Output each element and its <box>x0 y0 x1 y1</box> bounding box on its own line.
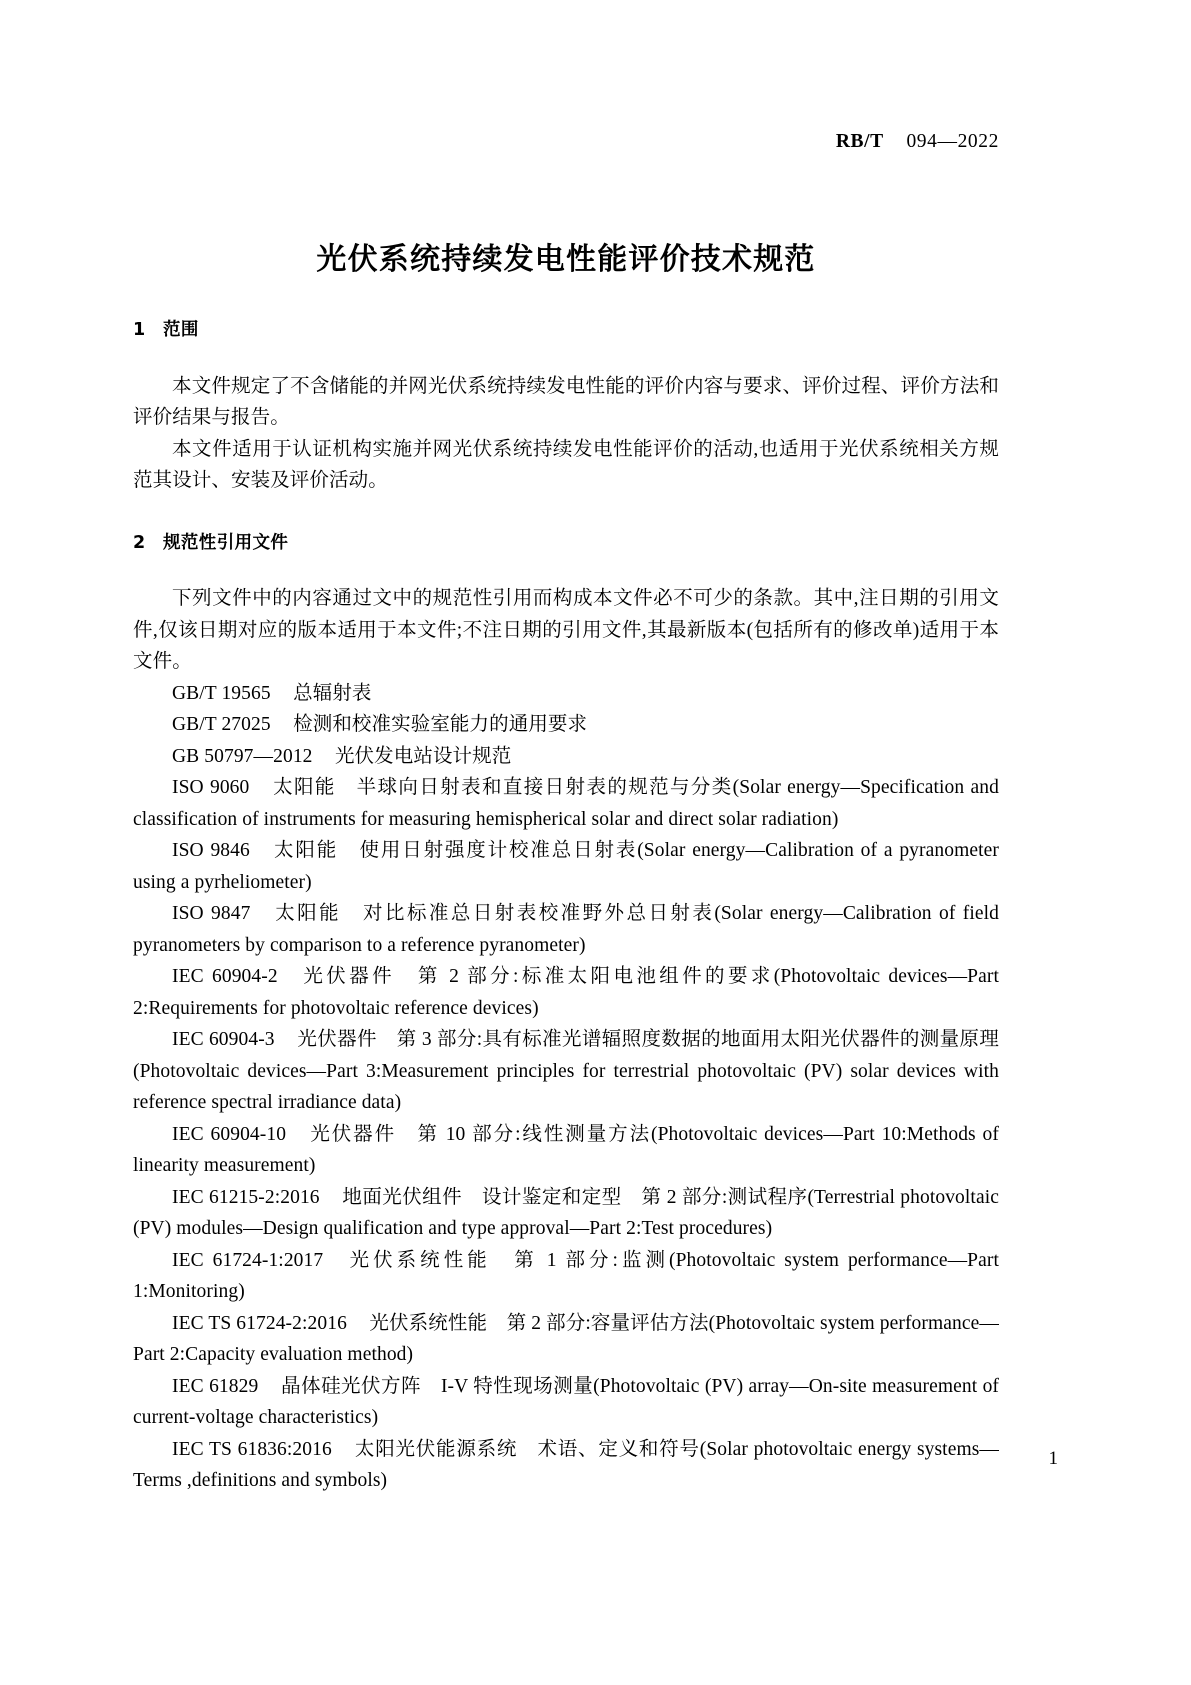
reference-item <box>133 898 999 961</box>
reference-code: ISO 9846 <box>172 840 250 861</box>
reference-title: 光伏器件 第 3 部分:具有标准光谱辐照度数据的地面用太阳光伏器件的测量原理(Photovoltaic devices—Part 3:Measurement principles for terrestrial photovoltaic (PV) solar devices with reference spectral irradiance data) <box>133 1029 999 1113</box>
reference-title: 太阳能 对比标准总日射表校准野外总日射表(Solar energy—Calibration of field pyranometers by comparison to a reference pyranometer) <box>133 903 999 956</box>
reference-title: 晶体硅光伏方阵 I-V 特性现场测量(Photovoltaic (PV) array—On-site measurement of current-voltage characteristics) <box>133 1375 1000 1428</box>
clause-2-paragraph-1: 下列文件中的内容通过文中的规范性引用而构成本文件必不可少的条款。其中,注日期的引用文件,仅该日期对应的版本适用于本文件;不注日期的引用文件,其最新版本(包括所有的修改单)适用于本文件。 <box>133 588 999 672</box>
reference-code: IEC 61215-2:2016 <box>172 1186 320 1208</box>
reference-item <box>133 1371 999 1434</box>
reference-title: 太阳能 使用日射强度计校准总日射表(Solar energy—Calibration of a pyranometer using a pyrheliometer) <box>133 840 999 893</box>
reference-code: GB/T 27025 <box>172 714 271 735</box>
reference-code: IEC 60904-3 <box>172 1029 275 1050</box>
normative-reference-list <box>133 678 999 1497</box>
clause-number-1: 1 <box>133 320 146 340</box>
reference-title: 光伏发电站设计规范 <box>334 745 512 767</box>
standard-number: 094—2022 <box>906 131 999 152</box>
reference-title: 光伏器件 第 10 部分:线性测量方法(Photovoltaic devices—Part 10:Methods of linearity measurement) <box>133 1123 999 1176</box>
reference-title: 总辐射表 <box>293 682 372 704</box>
reference-code: GB/T 19565 <box>172 682 271 704</box>
page-title: 光伏系统持续发电性能评价技术规范 <box>316 242 816 278</box>
spacer <box>133 497 999 531</box>
spacer <box>133 343 999 371</box>
clause-heading-2 <box>133 531 999 556</box>
reference-item <box>133 961 999 1024</box>
reference-item <box>133 772 999 835</box>
page-footer <box>133 1430 1058 1470</box>
reference-title: 光伏器件 第 2 部分:标准太阳电池组件的要求(Photovoltaic devices—Part 2:Requirements for photovoltaic reference devices) <box>133 966 999 1019</box>
reference-code: IEC 60904-2 <box>172 966 278 987</box>
reference-code: IEC TS 61724-2:2016 <box>172 1312 347 1334</box>
reference-item <box>133 1182 999 1245</box>
clause-heading-1 <box>133 318 999 343</box>
reference-title: 光伏系统性能 第 1 部分:监测(Photovoltaic system performance—Part 1:Monitoring) <box>133 1249 999 1302</box>
reference-code: ISO 9847 <box>172 903 251 924</box>
reference-item <box>133 1024 999 1119</box>
reference-item <box>133 741 999 773</box>
clause-title-2: 规范性引用文件 <box>163 532 289 553</box>
reference-code: IEC 61724-1:2017 <box>172 1249 324 1271</box>
reference-item <box>133 709 999 741</box>
reference-code: ISO 9060 <box>172 777 250 798</box>
reference-code: IEC 61829 <box>172 1375 259 1397</box>
reference-item <box>133 835 999 898</box>
reference-title: 地面光伏组件 设计鉴定和定型 第 2 部分:测试程序(Terrestrial photovoltaic (PV) modules—Design qualification and type approval—Part 2:Test procedures) <box>133 1186 999 1239</box>
document-body <box>133 318 999 1497</box>
reference-item <box>133 1245 999 1308</box>
reference-code: IEC 60904-10 <box>172 1123 287 1145</box>
standard-prefix: RB/T <box>835 131 884 152</box>
clause-1-paragraph-1: 本文件规定了不含储能的并网光伏系统持续发电性能的评价内容与要求、评价过程、评价方法和评价结果与报告。 <box>133 375 999 428</box>
reference-item <box>133 1119 999 1182</box>
spacer <box>133 555 999 583</box>
page-number: 1 <box>1048 1448 1058 1469</box>
running-header <box>836 131 999 153</box>
reference-title: 检测和校准实验室能力的通用要求 <box>293 714 588 735</box>
reference-title: 光伏系统性能 第 2 部分:容量评估方法(Photovoltaic system performance—Part 2:Capacity evaluation method) <box>133 1312 999 1365</box>
clause-number-2: 2 <box>133 532 146 553</box>
reference-item <box>133 678 999 710</box>
clause-1-paragraph-2: 本文件适用于认证机构实施并网光伏系统持续发电性能评价的活动,也适用于光伏系统相关方规范其设计、安装及评价活动。 <box>133 438 999 491</box>
reference-item <box>133 1308 999 1371</box>
clause-title-1: 范围 <box>163 320 199 340</box>
reference-title: 太阳能 半球向日射表和直接日射表的规范与分类(Solar energy—Specification and classification of instruments for measuring hemispherical solar and direct solar radiation) <box>133 777 999 830</box>
reference-code: GB 50797—2012 <box>172 745 313 767</box>
reference-title: 太阳光伏能源系统 术语、定义和符号(Solar photovoltaic energy systems—Terms ,definitions and symbols) <box>133 1438 1000 1491</box>
reference-code: IEC TS 61836:2016 <box>172 1438 332 1460</box>
